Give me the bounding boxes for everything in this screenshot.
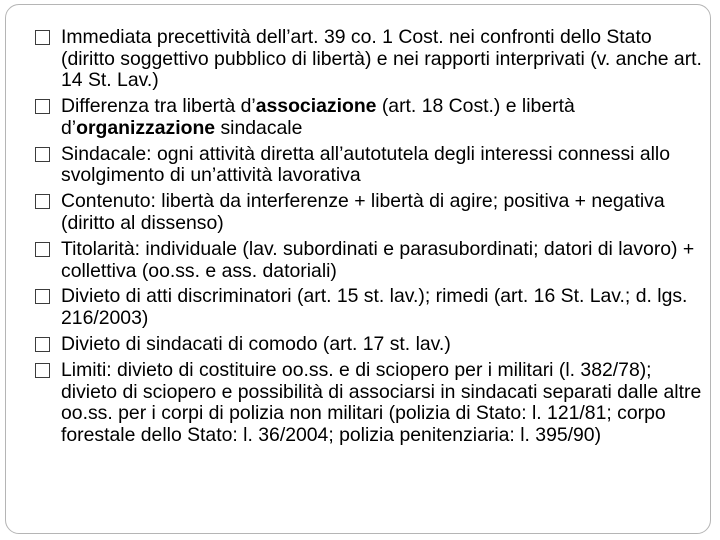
bullet-text: Limiti: divieto di costituire oo.ss. e di sciopero per i militari (l. 382/78); divieto di sciopero e possibilità di associarsi in sindacati separati dalle altre oo.ss. per i corpi di polizia non militari (polizia di Stato: l. 121/81; corpo forestale dello Stato: l. 36/2004; polizia penitenziaria: l. 395/90) [61, 359, 702, 446]
bullet-text-part: Differenza tra libertà d’ [61, 95, 256, 118]
checkbox-square-icon [35, 337, 50, 352]
bullet-item-differenza-liberta [34, 96, 706, 139]
bullet-text: Divieto di sindacati di comodo (art. 17 st. lav.) [61, 333, 451, 356]
bullet-text-part: sindacale [215, 116, 303, 139]
checkbox-square-icon [35, 242, 50, 257]
bullet-text: Sindacale: ogni attività diretta all’autotutela degli interessi connessi allo svolgimento di un’attività lavorativa [61, 142, 671, 187]
bullet-text: Contenuto: libertà da interferenze + libertà di agire; positiva + negativa (diritto al dissenso) [61, 190, 665, 234]
bullet-item-immediata-precettivita [34, 27, 706, 92]
checkbox-square-icon [35, 99, 50, 114]
checkbox-square-icon [35, 363, 50, 378]
checkbox-square-icon [35, 30, 50, 45]
checkbox-square-icon [35, 289, 50, 304]
checkbox-square-icon [35, 147, 50, 162]
bullet-text: Immediata precettività dell’art. 39 co. 1 Cost. nei confronti dello Stato (diritto soggettivo pubblico di libertà) e nei rapporti interprivati (v. anche art. 14 St. Lav.) [61, 26, 702, 92]
bullet-text: Titolarità: individuale (lav. subordinati e parasubordinati; datori di lavoro) + collettiva (oo.ss. e ass. datoriali) [61, 237, 695, 282]
bullet-text-part: (art. 18 Cost.) e libertà d’ [61, 95, 575, 139]
bullet-item-divieto-atti-discriminatori [34, 286, 706, 329]
bullet-item-titolarita [34, 239, 706, 282]
bullet-item-divieto-sindacati-comodo [34, 334, 706, 356]
bullet-list [34, 27, 706, 451]
bullet-item-limiti [34, 360, 706, 446]
bold-term-associazione: associazione [255, 95, 377, 118]
bold-term-organizzazione: organizzazione [76, 116, 216, 139]
bullet-item-contenuto [34, 191, 706, 234]
bullet-item-sindacale [34, 144, 706, 187]
checkbox-square-icon [35, 194, 50, 209]
bullet-text: Divieto di atti discriminatori (art. 15 st. lav.); rimedi (art. 16 St. Lav.; d. lgs. 216/2003) [61, 285, 688, 330]
